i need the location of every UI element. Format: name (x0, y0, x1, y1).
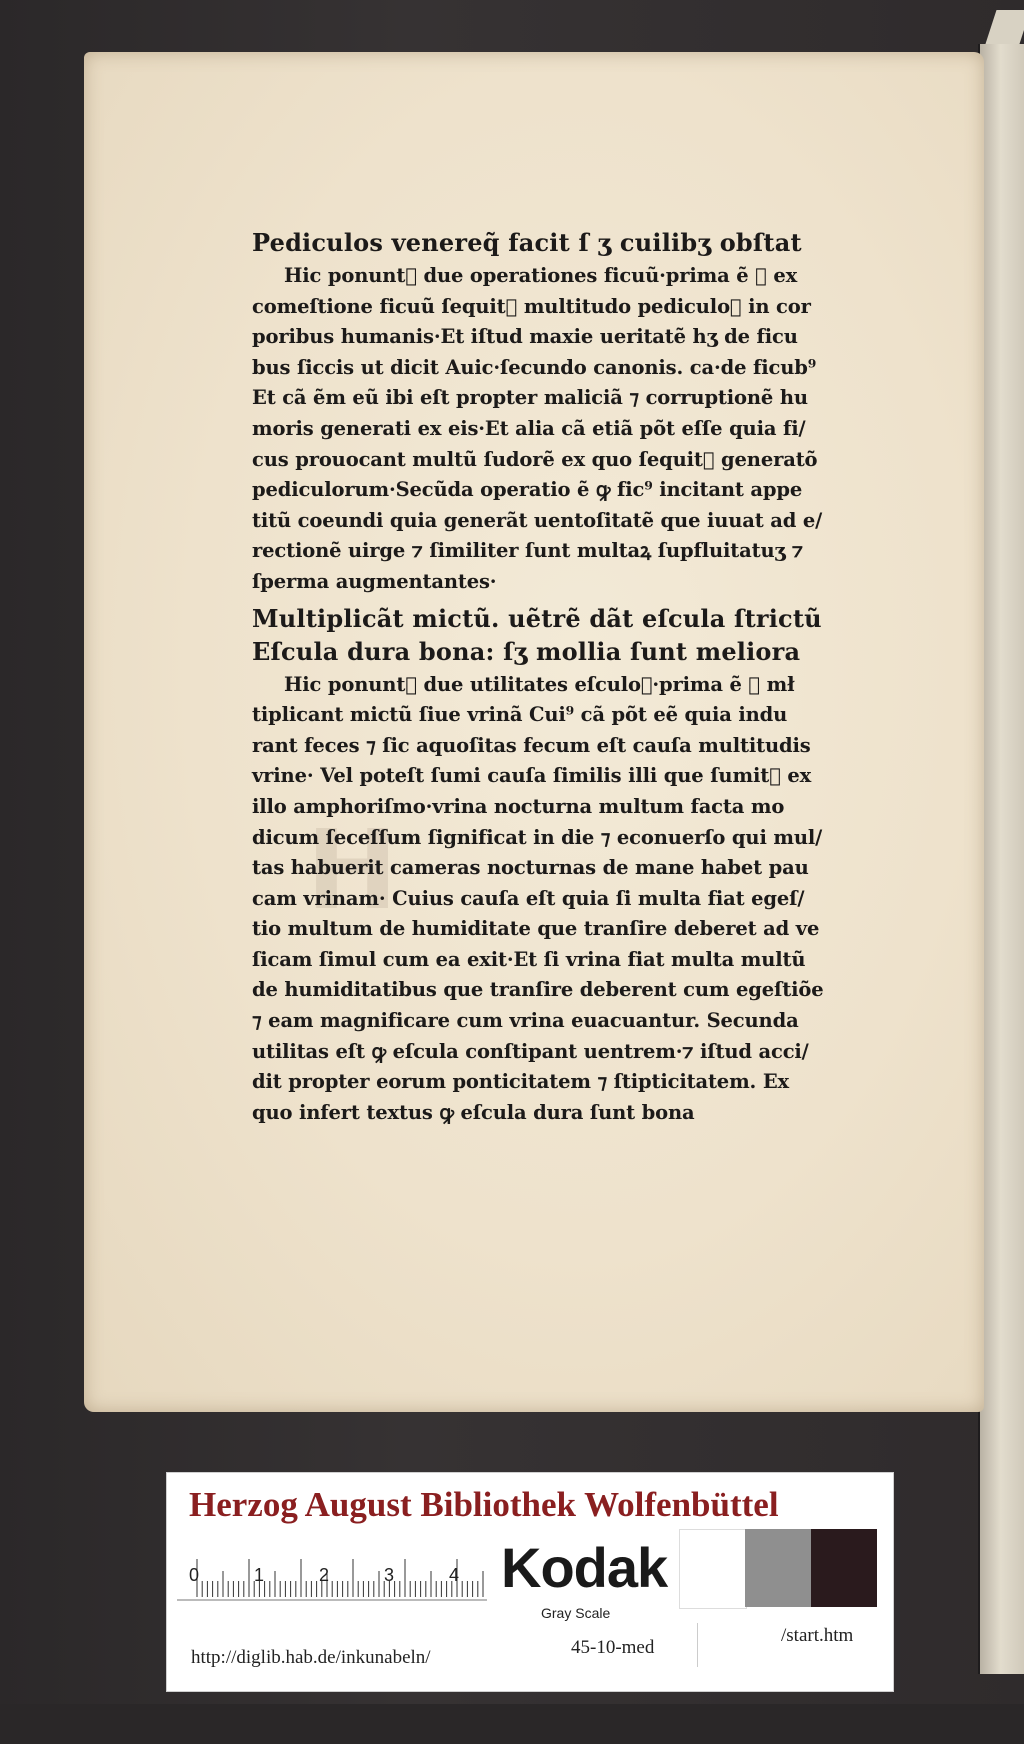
commentary-line: quo infert textus ꝙ eſcula dura ſunt bona (252, 1100, 695, 1124)
bottom-background (0, 1704, 1024, 1744)
commentary-line: dicum ſeceſſum ſignificat in die ⁊ econuerſo qui mul/ (252, 825, 823, 849)
verse-heading-3: Eſcula dura bona: ſʒ mollia ſunt meliora (252, 636, 801, 666)
divider (697, 1623, 698, 1667)
ruler-number: 1 (254, 1565, 265, 1585)
commentary-line: tio multum de humiditate que tranſire deberet ad ve (252, 917, 820, 941)
commentary-2 (252, 670, 928, 1129)
commentary-line: bus ſiccis ut dicit Auic·ſecundo canonis. ca·de ficub⁹ (252, 355, 817, 379)
commentary-line: ⁊ eam magnificare cum vrina euacuantur. Secunda (252, 1009, 799, 1033)
swatch-dark (811, 1529, 877, 1607)
swatch-gray (745, 1529, 811, 1607)
verse-heading-1: Pediculos venereq̃ facit ſ ʒ cuilibʒ obſtat (252, 228, 802, 257)
ruler-number: 4 (449, 1565, 460, 1585)
commentary-line: pediculorum·Secũda operatio ẽ ꝙ fic⁹ incitant appe (252, 478, 803, 502)
commentary-line: Hic ponunt᷑ due utilitates eſculoꝝ·prima ẽ ꝙ mł (284, 672, 795, 696)
kodak-logo: Kodak (501, 1536, 668, 1599)
commentary-line: titũ coeundi quia generãt uentoſitatẽ que iuuat ad e/ (252, 508, 823, 532)
watermark: H (306, 806, 399, 934)
page-text (252, 226, 928, 1128)
commentary-line: Hic ponunt᷑ due operationes ficuũ·prima ẽ ꝙ ex (284, 264, 798, 287)
commentary-line: cus prouocant multũ ſudorẽ ex quo ſequit᷑ generatõ (252, 447, 818, 471)
gray-scale-label: Gray Scale (541, 1605, 611, 1621)
commentary-line: cam vrinam· Cuius cauſa eſt quia ſi multa fiat egeſ/ (252, 886, 805, 910)
commentary-line: rant feces ⁊ ſic aquoſitas fecum eſt cauſa multitudis (252, 733, 811, 757)
commentary-1 (252, 261, 928, 598)
ruler-number: 2 (319, 1565, 330, 1585)
library-name: Herzog August Bibliothek Wolfenbüttel (189, 1485, 779, 1524)
ruler-scale (187, 1555, 487, 1599)
next-leaf-edge (978, 44, 1024, 1674)
ruler-number: 0 (189, 1565, 200, 1585)
commentary-line: rectionẽ uirge ⁊ ſimiliter ſunt multaꝝ ſupfluitatuʒ ⁊ (252, 539, 804, 563)
commentary-line: moris generati ex eis·Et alia cã etiã põt eſſe quia fi/ (252, 416, 806, 440)
start-url: /start.htm (781, 1625, 854, 1646)
commentary-line: ſicam ſimul cum ea exit·Et ſi vrina fiat multa multũ (252, 947, 806, 971)
ruler-baseline (177, 1599, 487, 1601)
ruler-number: 3 (384, 1565, 395, 1585)
call-number: 45-10-med (571, 1637, 655, 1658)
commentary-line: comeſtione ficuũ ſequit᷑ multitudo pediculoꝝ in cor (252, 294, 811, 318)
commentary-line: vrine· Vel poteſt ſumi cauſa ſimilis illi que ſumit᷑ ex (252, 764, 812, 788)
library-url: http://diglib.hab.de/inkunabeln/ (191, 1647, 431, 1668)
commentary-line: illo amphoriſmo·vrina nocturna multum facta mo (252, 794, 785, 818)
swatch-white (679, 1529, 747, 1609)
commentary-line: dit propter eorum ponticitatem ⁊ ſtipticitatem. Ex (252, 1070, 790, 1094)
color-target-card (166, 1472, 894, 1692)
verse-heading-2: Multiplicãt mictũ. uẽtrẽ dãt eſcula ſtrictũ (252, 603, 822, 633)
commentary-line: tas habuerit cameras nocturnas de mane habet pau (252, 856, 809, 880)
commentary-line: tiplicant mictũ ſiue vrinã Cui⁹ cã põt eẽ quia indu (252, 703, 788, 727)
commentary-line: Et cã ẽm eũ ibi eſt propter maliciã ⁊ corruptionẽ hu (252, 386, 808, 410)
commentary-line: utilitas eſt ꝙ eſcula conſtipant uentrem·⁊ iſtud acci/ (252, 1039, 809, 1063)
commentary-line: ſperma augmentantes· (252, 569, 497, 593)
commentary-line: poribus humanis·Et iſtud maxie ueritatẽ hʒ de ficu (252, 325, 798, 349)
commentary-line: de humiditatibus que tranſire deberent cum egeſtiõe (252, 978, 824, 1002)
